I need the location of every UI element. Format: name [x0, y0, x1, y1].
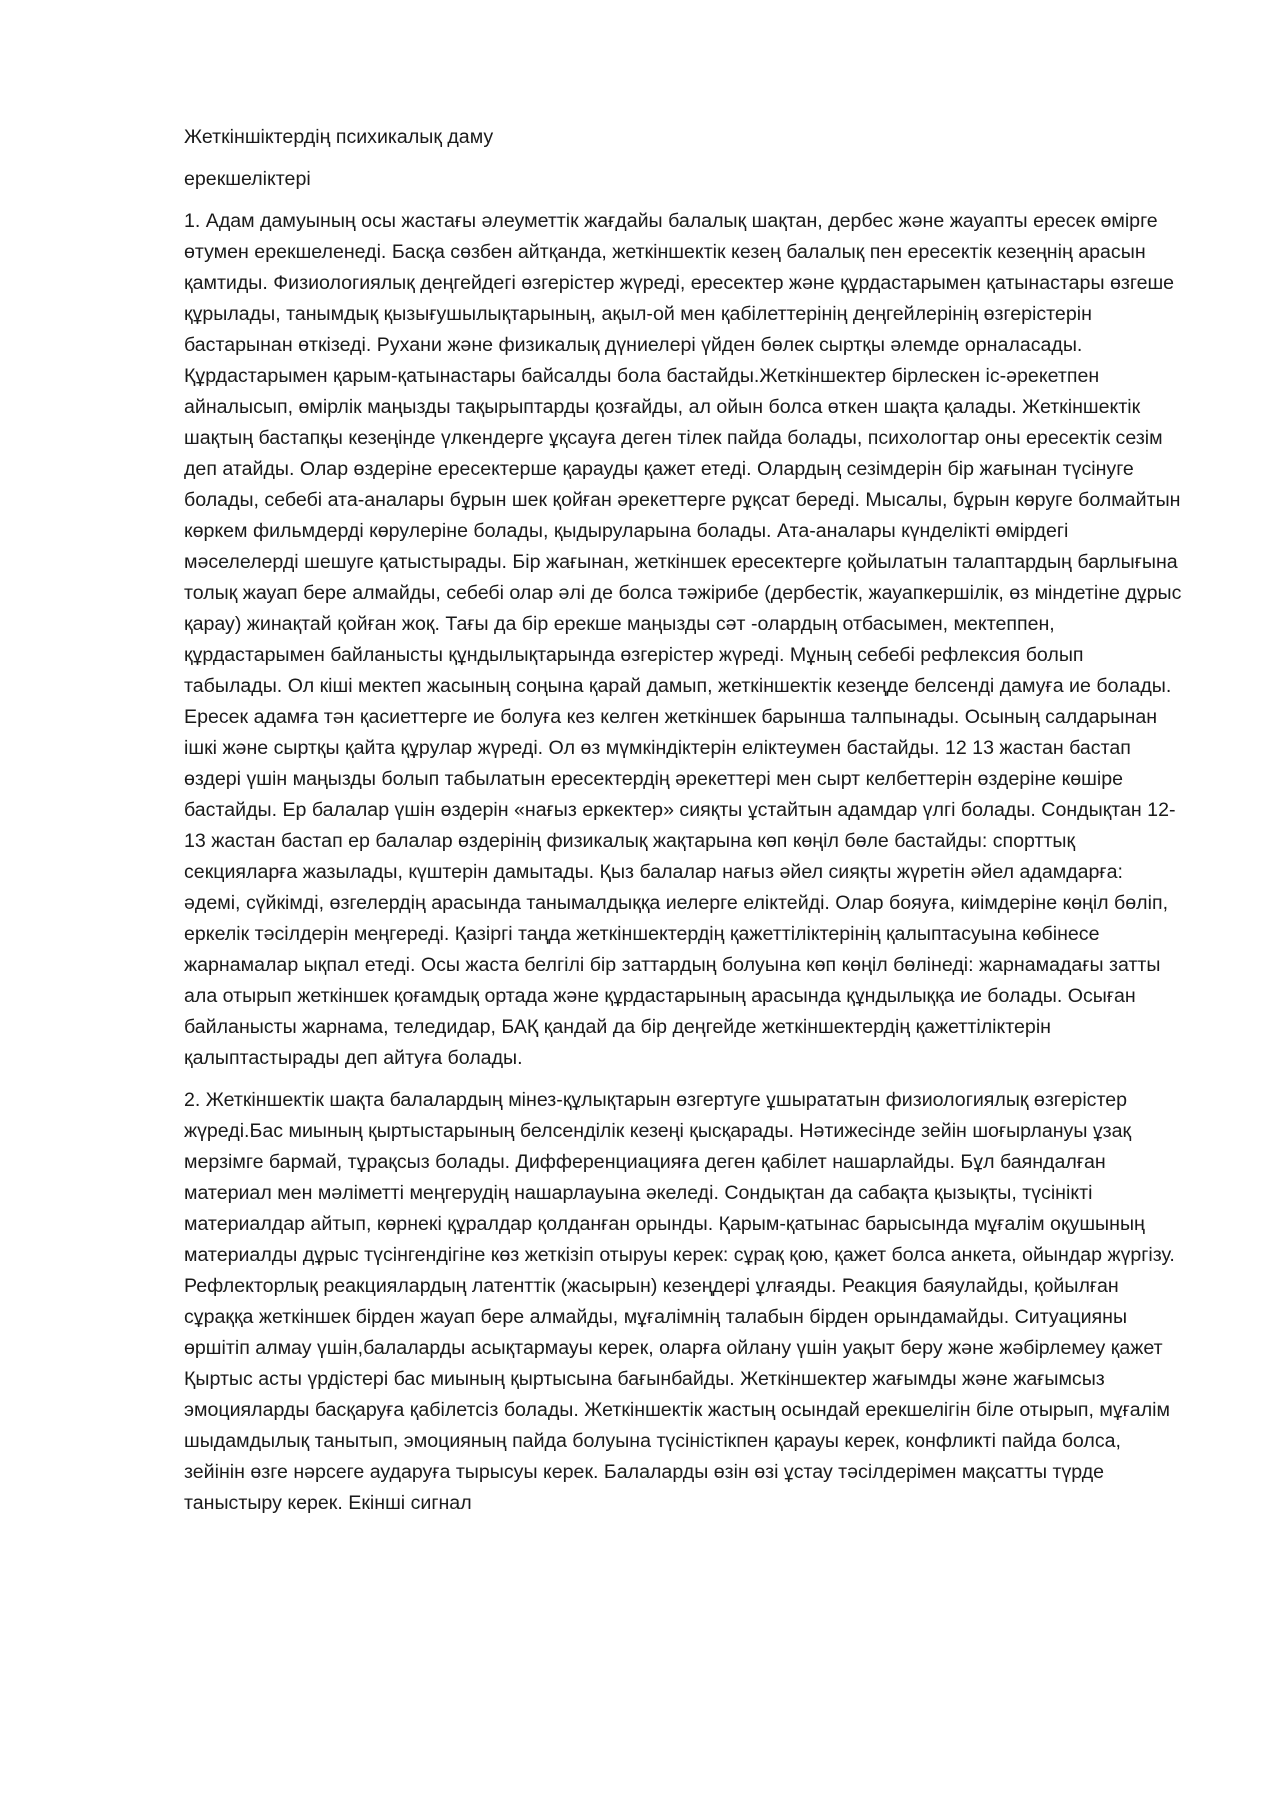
document-title-line-2: ерекшеліктері [184, 168, 311, 190]
paragraph-1: 1. Адам дамуының осы жастағы әлеуметтік жағдайы балалық шақтан, дербес және жауапты ересек өмірге өтумен ерекшеленеді. Басқа сөзбен айтқанда, жеткіншектік кезең балалық пен ересектік кезеңнің арасын қамтиды. Физиологиялық деңгейдегі өзгерістер жүреді, ересектер және құрдастарымен қатынастары өзгеше құрылады, танымдық қызығушылықтарының, ақыл-ой мен қабілеттерінің деңгейлерінің өзгерістерін бастарынан өткізеді. Рухани және физикалық дүниелері үйден бөлек сыртқы әлемде орналасады. Құрдастарымен қарым-қатынастары байсалды бола бастайды.Жеткіншектер бірлескен іс-әрекетпен айналысып, өмірлік маңызды тақырыптарды қозғайды, ал ойын болса өткен шақта қалады. Жеткіншектік шақтың бастапқы кезеңінде үлкендерге ұқсауға деген тілек пайда болады, психологтар оны ересектік сезім деп атайды. Олар өздеріне ересектерше қарауды қажет етеді. Олардың сезімдерін бір жағынан түсінуге болады, себебі ата-аналары бұрын шек қойған әрекеттерге рұқсат береді. Мысалы, бұрын көруге болмайтын көркем фильмдерді көрулеріне болады, қыдыруларына болады. Ата-аналары күнделікті өмірдегі мәселелерді шешуге қатыстырады. Бір жағынан, жеткіншек ересектерге қойылатын талаптардың барлығына толық жауап бере алмайды, себебі олар әлі де болса тәжірибе (дербестік, жауапкершілік, өз міндетіне дұрыс қарау) жинақтай қойған жоқ. Тағы да бір ерекше маңызды сәт -олардың отбасымен, мектеппен, құрдастарымен байланысты құндылықтарында өзгерістер жүреді. Мұның себебі рефлексия болып табылады. Ол кіші мектеп жасының соңына қарай дамып, жеткіншектік кезеңде белсенді дамуға ие болады. Ересек адамға тән қасиеттерге ие болуға кез келген жеткіншек барынша талпынады. Осының салдарынан ішкі және сыртқы қайта құрулар жүреді. Ол өз мүмкіндіктерін еліктеумен бастайды. 12 13 жастан бастап өздері үшін маңызды болып табылатын ересектердің әрекеттері мен сырт келбеттерін өздеріне көшіре бастайды. Ер балалар үшін өздерін «нағыз еркектер» сияқты ұстайтын адамдар үлгі болады. Сондықтан 12-13 жастан бастап ер балалар өздерінің физикалық жақтарына көп көңіл бөле бастайды: спорттық секцияларға жазылады, күштерін дамытады. Қыз балалар нағыз әйел сияқты жүретін әйел адамдарға: әдемі, сүйкімді, өзгелердің арасында танымалдыққа иелерге еліктейді. Олар бояуға, киімдеріне көңіл бөліп, еркелік тәсілдерін меңгереді. Қазіргі таңда жеткіншектердің қажеттіліктерінің қалыптасуына көбінесе жарнамалар ықпал етеді. Осы жаста белгілі бір заттардың болуына көп көңіл бөлінеді: жарнамадағы затты ала отырып жеткіншек қоғамдық ортада және құрдастарының арасында құндылыққа ие болады. Осыған байланысты жарнама, теледидар, БАҚ қандай да бір деңгейде жеткіншектердің қажеттіліктерін қалыптастырады деп айтуға болады. [184, 210, 1182, 1069]
paragraph-2: 2. Жеткіншектік шақта балалардың мінез-құлықтарын өзгертуге ұшырататын физиологиялық өзгерістер жүреді.Бас миының қыртыстарының белсенділік кезеңі қысқарады. Нәтижесінде зейін шоғырлануы ұзақ мерзімге бармай, тұрақсыз болады. Дифференциацияға деген қабілет нашарлайды. Бұл баяндалған материал мен мәліметті меңгерудің нашарлауына әкеледі. Сондықтан да сабақта қызықты, түсінікті материалдар айтып, көрнекі құралдар қолданған орынды. Қарым-қатынас барысында мұғалім оқушының материалды дұрыс түсінгендігіне көз жеткізіп отыруы керек: сұрақ қою, қажет болса анкета, ойындар жүргізу. Рефлекторлық реакциялардың латенттік (жасырын) кезеңдері ұлғаяды. Реакция баяулайды, қойылған сұраққа жеткіншек бірден жауап бере алмайды, мұғалімнің талабын бірден орындамайды. Ситуацияны өршітіп алмау үшін,балаларды асықтармауы керек, оларға ойлану үшін уақыт беру және жәбірлемеу қажет Қыртыс асты үрдістері бас миының қыртысына бағынбайды. Жеткіншектер жағымды және жағымсыз эмоцияларды басқаруға қабілетсіз болады. Жеткіншектік жастың осындай ерекшелігін біле отырып, мұғалім шыдамдылық танытып, эмоцияның пайда болуына түсіністікпен қарауы керек, конфликті пайда болса, зейінін өзге нәрсеге аударуға тырысуы керек. Балаларды өзін өзі ұстау тәсілдерімен мақсатты түрде таныстыру керек. Екінші сигнал [184, 1089, 1175, 1514]
document-body [184, 122, 1184, 1530]
document-title-line-1: Жеткіншіктердің психикалық даму [184, 126, 494, 148]
